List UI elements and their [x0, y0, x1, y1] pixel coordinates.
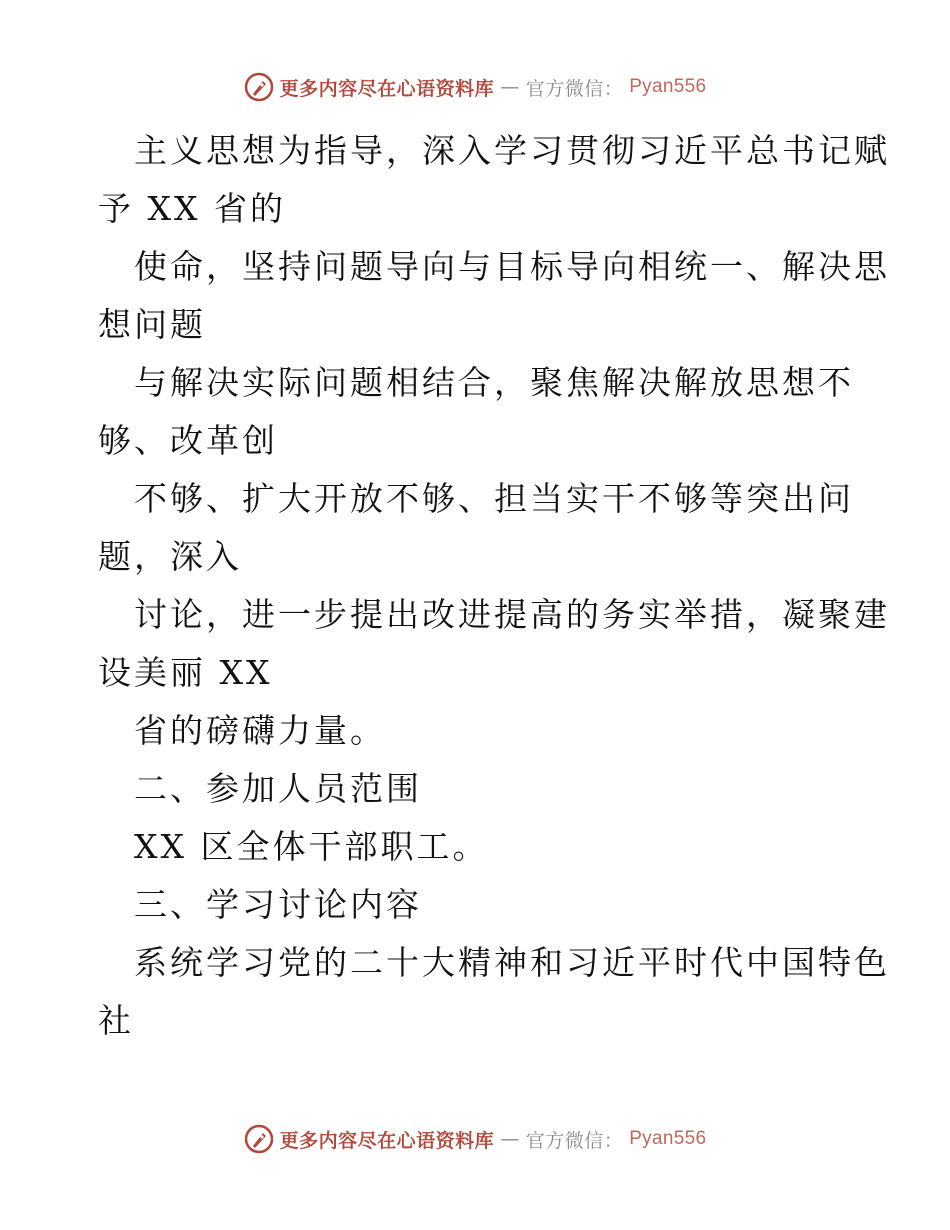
text-line: 社 [98, 1001, 134, 1040]
watermark-dash: — [500, 76, 520, 98]
text-line: XX 区全体干部职工。 [134, 827, 489, 866]
text-line: 省的磅礴力量。 [134, 711, 386, 750]
footer-watermark [0, 1124, 950, 1154]
text-line: 想问题 [98, 305, 206, 344]
text-line: 讨论，进一步提出改进提高的务实举措，凝聚建 [134, 595, 890, 634]
watermark-main-text: 更多内容尽在心语资料库 [279, 77, 495, 100]
header-watermark [0, 72, 950, 102]
text-line: 系统学习党的二十大精神和习近平时代中国特色 [134, 943, 890, 982]
text-line: 二、参加人员范围 [134, 769, 422, 808]
watermark-account: Pyan556 [629, 76, 707, 97]
pen-nib-circle-icon [244, 72, 274, 102]
watermark-dash: — [500, 1128, 520, 1150]
watermark-sub-text: 官方微信： [525, 77, 624, 100]
text-line: 予 XX 省的 [98, 189, 286, 228]
text-line: 设美丽 XX [98, 653, 273, 692]
text-line: 主义思想为指导，深入学习贯彻习近平总书记赋 [134, 131, 890, 170]
text-line: 与解决实际问题相结合，聚焦解决解放思想不 [134, 363, 854, 402]
text-line: 不够、扩大开放不够、担当实干不够等突出问 [134, 479, 854, 518]
watermark-sub-text: 官方微信： [525, 1129, 624, 1152]
watermark-account: Pyan556 [629, 1128, 707, 1149]
text-line: 够、改革创 [98, 421, 278, 460]
pen-nib-circle-icon [244, 1124, 274, 1154]
text-line: 使命，坚持问题导向与目标导向相统一、解决思 [134, 247, 890, 286]
watermark-main-text: 更多内容尽在心语资料库 [279, 1129, 495, 1152]
text-line: 三、学习讨论内容 [134, 885, 422, 924]
document-body [98, 122, 890, 1050]
text-line: 题，深入 [98, 537, 242, 576]
